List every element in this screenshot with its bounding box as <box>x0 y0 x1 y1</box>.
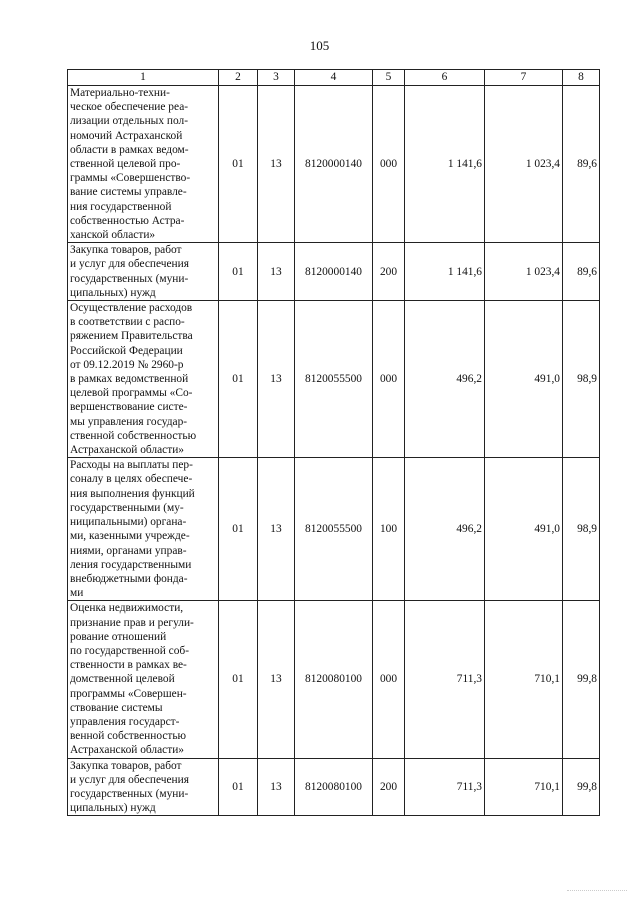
description-line: ния выполнения функций <box>70 487 195 500</box>
description-line: ми <box>70 587 84 600</box>
header-cell: 6 <box>405 70 485 86</box>
description-line: государственными (му- <box>70 501 184 514</box>
description-line: Российской Федерации <box>70 344 183 357</box>
executed-amount-cell: 710,1 <box>485 758 563 816</box>
planned-amount-cell: 1 141,6 <box>405 243 485 301</box>
execution-percent-cell: 89,6 <box>563 243 600 301</box>
table-row <box>68 758 600 816</box>
description-line: соналу в целях обеспече- <box>70 473 193 486</box>
table-row <box>68 301 600 458</box>
section-code-cell: 01 <box>219 758 258 816</box>
description-line: и услуг для обеспечения <box>70 773 189 786</box>
description-line: ственной собственностью <box>70 429 197 442</box>
description-line: вание системы управле- <box>70 186 187 199</box>
table-row <box>68 458 600 601</box>
description-line: Материально-техни- <box>70 87 170 99</box>
section-code-cell: 01 <box>219 301 258 458</box>
header-cell: 2 <box>219 70 258 86</box>
description-line: ми, казенными учрежде- <box>70 530 190 543</box>
target-article-cell: 8120000140 <box>295 243 373 301</box>
description-line: государственных (муни- <box>70 787 189 800</box>
executed-amount-cell: 710,1 <box>485 601 563 758</box>
budget-table <box>67 69 600 816</box>
description-line: венной собственностью <box>70 730 187 743</box>
target-article-cell: 8120080100 <box>295 601 373 758</box>
description-line: признание прав и регули- <box>70 616 194 629</box>
description-cell <box>68 243 219 301</box>
expense-type-cell: 200 <box>373 758 405 816</box>
expense-type-cell: 000 <box>373 601 405 758</box>
description-line: государственных (муни- <box>70 272 189 285</box>
description-line: ципальных) нужд <box>70 802 156 815</box>
subsection-code-cell: 13 <box>258 86 295 243</box>
planned-amount-cell: 496,2 <box>405 301 485 458</box>
header-cell: 7 <box>485 70 563 86</box>
description-line: Закупка товаров, работ <box>70 244 182 257</box>
description-line: в рамках ведомственной <box>70 373 189 386</box>
executed-amount-cell: 491,0 <box>485 301 563 458</box>
execution-percent-cell: 98,9 <box>563 458 600 601</box>
description-line: собственностью Астра- <box>70 214 185 227</box>
description-line: ственности в рамках ве- <box>70 659 187 672</box>
execution-percent-cell: 99,8 <box>563 601 600 758</box>
description-line: ственной целевой про- <box>70 158 181 171</box>
description-line: Расходы на выплаты пер- <box>70 459 193 472</box>
description-line: целевой программы «Со- <box>70 387 193 400</box>
description-cell <box>68 301 219 458</box>
description-line: Астраханской области» <box>70 744 184 757</box>
section-code-cell: 01 <box>219 243 258 301</box>
description-line: ниципальными) органа- <box>70 516 187 529</box>
table-row <box>68 243 600 301</box>
description-line: ханской области» <box>70 229 156 242</box>
description-line: Закупка товаров, работ <box>70 759 182 772</box>
description-line: ческое обеспечение реа- <box>70 101 189 114</box>
subsection-code-cell: 13 <box>258 458 295 601</box>
description-line: ления государственными <box>70 558 192 571</box>
expense-type-cell: 200 <box>373 243 405 301</box>
description-cell <box>68 758 219 816</box>
expense-type-cell: 100 <box>373 458 405 601</box>
planned-amount-cell: 496,2 <box>405 458 485 601</box>
table-row <box>68 86 600 243</box>
description-line: внебюджетными фонда- <box>70 572 188 585</box>
planned-amount-cell: 711,3 <box>405 758 485 816</box>
description-line: рование отношений <box>70 630 167 643</box>
description-line: области в рамках ведом- <box>70 143 189 156</box>
subsection-code-cell: 13 <box>258 301 295 458</box>
description-line: лизации отдельных пол- <box>70 115 188 128</box>
description-line: ния государственной <box>70 200 172 213</box>
description-line: ципальных) нужд <box>70 286 156 299</box>
description-line: программы «Совершен- <box>70 687 187 700</box>
description-line: домственной целевой <box>70 673 175 686</box>
planned-amount-cell: 711,3 <box>405 601 485 758</box>
description-line: и услуг для обеспечения <box>70 258 189 271</box>
header-cell: 3 <box>258 70 295 86</box>
description-line: Оценка недвижимости, <box>70 602 184 615</box>
subsection-code-cell: 13 <box>258 758 295 816</box>
description-line: мы управления государ- <box>70 415 188 428</box>
section-code-cell: 01 <box>219 458 258 601</box>
description-line: номочий Астраханской <box>70 129 183 142</box>
description-cell <box>68 601 219 758</box>
execution-percent-cell: 98,9 <box>563 301 600 458</box>
target-article-cell: 8120000140 <box>295 86 373 243</box>
description-line: Астраханской области» <box>70 444 184 457</box>
description-cell <box>68 86 219 243</box>
description-line: в соответствии с распо- <box>70 316 185 329</box>
header-cell: 1 <box>68 70 219 86</box>
subsection-code-cell: 13 <box>258 243 295 301</box>
execution-percent-cell: 99,8 <box>563 758 600 816</box>
target-article-cell: 8120055500 <box>295 458 373 601</box>
section-code-cell: 01 <box>219 601 258 758</box>
planned-amount-cell: 1 141,6 <box>405 86 485 243</box>
table-row <box>68 601 600 758</box>
target-article-cell: 8120080100 <box>295 758 373 816</box>
description-line: ряжением Правительства <box>70 330 193 343</box>
target-article-cell: 8120055500 <box>295 301 373 458</box>
description-line: управления государст- <box>70 715 180 728</box>
execution-percent-cell: 89,6 <box>563 86 600 243</box>
header-cell: 8 <box>563 70 600 86</box>
executed-amount-cell: 1 023,4 <box>485 243 563 301</box>
description-line: ствование системы <box>70 701 163 714</box>
page-number: 105 <box>309 38 330 53</box>
description-cell <box>68 458 219 601</box>
description-line: ниями, органами управ- <box>70 544 187 557</box>
description-line: по государственной соб- <box>70 644 190 657</box>
table-header-row <box>68 70 600 86</box>
subsection-code-cell: 13 <box>258 601 295 758</box>
header-cell: 4 <box>295 70 373 86</box>
section-code-cell: 01 <box>219 86 258 243</box>
expense-type-cell: 000 <box>373 301 405 458</box>
description-line: вершенствование систе- <box>70 401 188 414</box>
scan-artifact <box>567 890 627 895</box>
executed-amount-cell: 491,0 <box>485 458 563 601</box>
description-line: от 09.12.2019 № 2960-р <box>70 358 184 371</box>
description-line: Осуществление расходов <box>70 302 193 315</box>
header-cell: 5 <box>373 70 405 86</box>
executed-amount-cell: 1 023,4 <box>485 86 563 243</box>
expense-type-cell: 000 <box>373 86 405 243</box>
description-line: граммы «Совершенство- <box>70 172 191 185</box>
